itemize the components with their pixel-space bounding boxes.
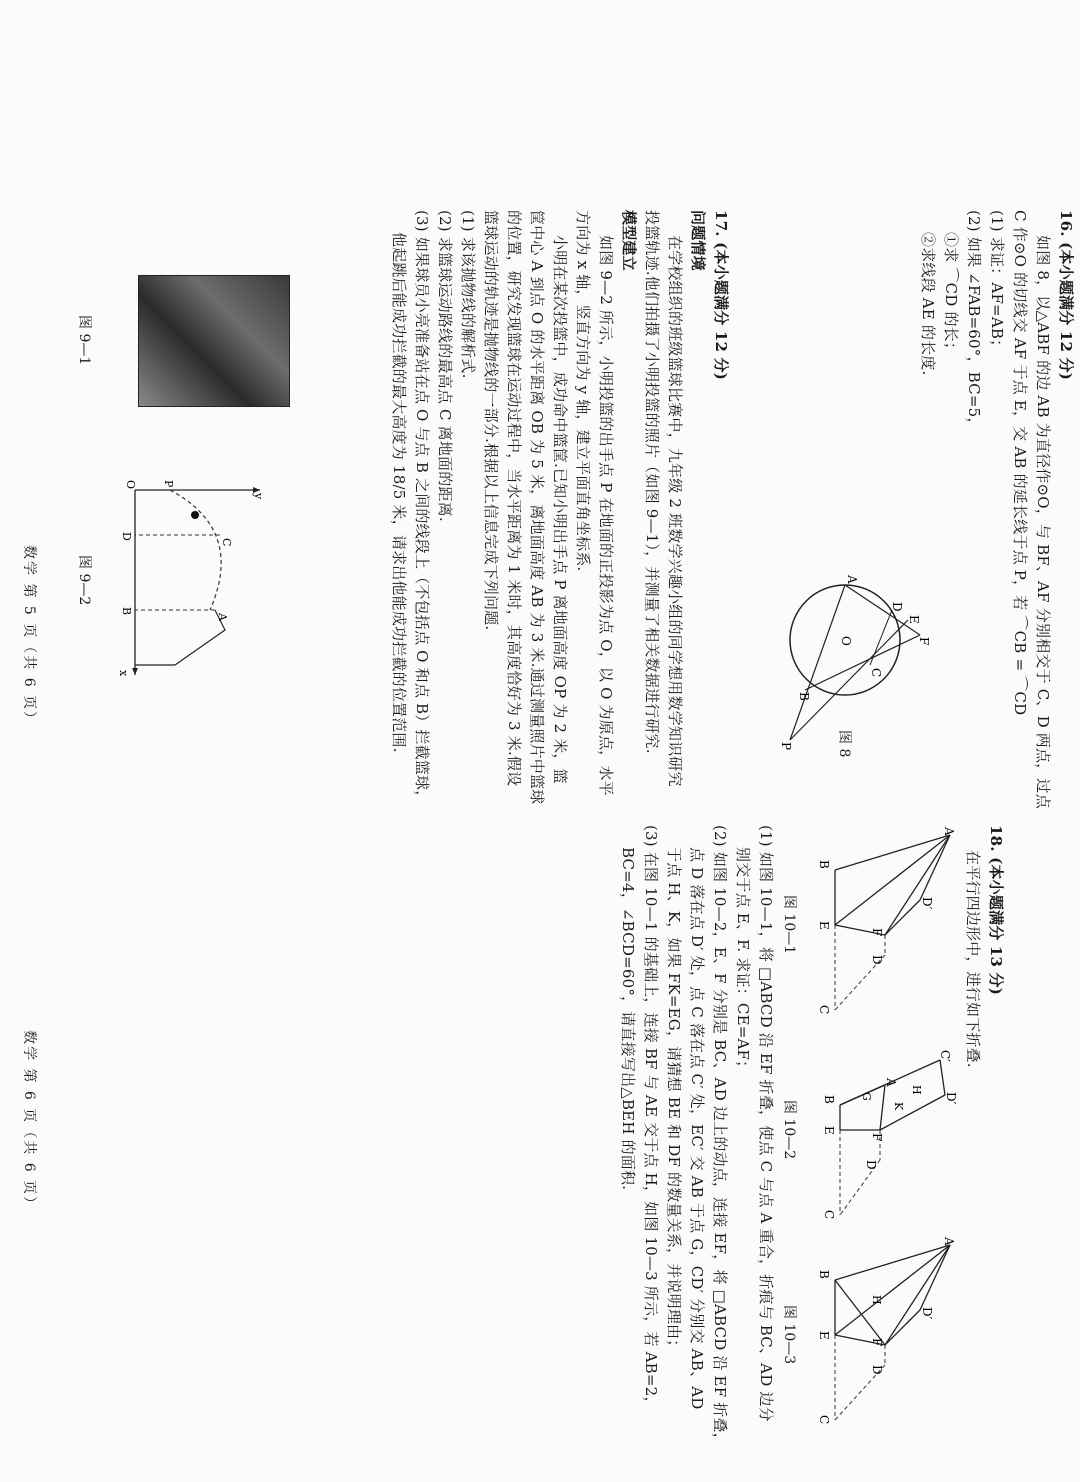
figure-8-diagram xyxy=(750,540,930,760)
figure-10-2-diagram xyxy=(810,1030,958,1220)
label-dprime-10-3: D′ xyxy=(920,1307,934,1320)
line-af xyxy=(845,585,920,635)
q18-part1-line2: 别交于点 E、F. 求证：CE=AF； xyxy=(734,847,752,1076)
figure-10-1-label: 图 10—1 xyxy=(781,895,797,955)
label-d-10-1: D xyxy=(870,955,884,965)
label-f-10-3: F xyxy=(870,1338,884,1347)
label-o: O xyxy=(839,636,853,646)
label-f: F xyxy=(917,637,931,646)
label-c: C xyxy=(869,668,883,678)
edge-ab xyxy=(835,835,950,870)
q17-p2-line2: 方向为 x 轴，竖直方向为 y 轴，建立平面直角坐标系. xyxy=(574,210,592,572)
edge-cprime-dprime xyxy=(940,1060,945,1095)
q17-p1-line1: 在学校组织的班级篮球比赛中，九年级 2 班数学兴趣小组的同学想用数学知识研究 xyxy=(666,235,684,787)
q17-p3-line2: 筐中心 A 到点 O 的水平距离 OB 为 5 米，离地面高度 AB 为 3 米.通过测量照片中篮球 xyxy=(528,210,546,805)
label-c-10-1: C xyxy=(817,1005,831,1015)
label-g-10-2: G xyxy=(860,1092,873,1101)
q18-part3-line2: BC=4，∠BCD=60°，请直接写出△BEH 的面积. xyxy=(619,847,637,1191)
q16-part2a: ①求 ⌒CD 的长； xyxy=(942,232,960,358)
label-x-axis: x xyxy=(117,670,130,677)
label-k-10-2: K xyxy=(892,1102,905,1111)
label-e-10-3: E xyxy=(817,1331,831,1340)
q18-part2-line1: (2) 如图 10—2，E、F 分别是 BC、AD 边上的动点，连接 EF，将 □ABCD 沿 EF 折叠， xyxy=(711,825,729,1448)
label-d: D xyxy=(890,602,904,612)
label-y-axis: y xyxy=(252,493,265,500)
figure-10-1-diagram xyxy=(810,825,955,1015)
line-fb xyxy=(805,635,920,690)
label-p-origin: P xyxy=(162,480,175,488)
figure-9-2-diagram xyxy=(115,480,265,680)
q18-part2-line2: 点 D 落在点 D′ 处，点 C 落在点 C′ 处，EC′ 交 AB 于点 G，CD′ 分别交 AB、AD xyxy=(688,847,706,1410)
label-cprime-10-2: C′ xyxy=(938,1050,952,1062)
edge-af xyxy=(885,835,950,935)
edge-dprime-f xyxy=(885,900,920,935)
edge-bf-3 xyxy=(835,1280,885,1345)
label-dprime-10-2: D′ xyxy=(944,1092,958,1105)
label-b: B xyxy=(797,692,811,701)
q17-p3-line4: 篮球运动的轨迹是抛物线的一部分.根据以上信息完成下列问题. xyxy=(482,210,500,631)
q18-part1-line1: (1) 如图 10—1，将 □ABCD 沿 EF 折叠，使点 C 与点 A 重合，折痕与 BC、AD 边分 xyxy=(757,825,775,1422)
label-a-10-3: A xyxy=(942,1237,956,1246)
q18-header: 18. (本小题满分 13 分) xyxy=(987,825,1005,996)
label-c-top: C xyxy=(220,538,233,547)
q17-part1: (1) 求该抛物线的解析式. xyxy=(459,210,477,379)
label-f-10-1: F xyxy=(870,928,884,937)
label-p: P xyxy=(779,742,793,751)
page-5-footer: 数学 第 5 页（共 6 页） xyxy=(21,545,37,728)
q17-section-problem: 问题情境 xyxy=(689,210,707,271)
label-a: A xyxy=(845,575,859,584)
q17-p3-line1: 小明在某次投篮中，成功命中篮筐.已知小明出手点 P 离地面高度 OP 为 2 米，篮 xyxy=(551,235,569,784)
q16-line1: 如图 8，以△ABF 的边 AB 为直径作⊙O，与 BF、AF 分别相交于 C、D 两点，过点 xyxy=(1034,235,1052,809)
label-b-foot: B xyxy=(120,607,133,616)
q16-part2: (2) 如果 ∠FAB=60°，BC=5， xyxy=(965,210,983,433)
label-h-10-3: H xyxy=(870,1295,883,1305)
label-d-10-2: D xyxy=(864,1160,878,1170)
edge-af-3 xyxy=(885,1245,950,1345)
parabola-trajectory xyxy=(170,490,221,610)
q17-p3-line3: 的位置，研究发现篮球在运动过程中，当水平距离为 1 米时，其高度恰好为 3 米.假设 xyxy=(505,210,523,787)
figure-10-3-diagram xyxy=(810,1235,955,1425)
q17-part2: (2) 求篮球运动路线的最高点 C 离地面的距离. xyxy=(436,210,454,522)
edge-dprime-f-2 xyxy=(880,1095,945,1130)
label-a-10-2: A xyxy=(884,1078,898,1087)
q17-part3-line2: 他起跳后能成功拦截的最大高度为 18/5 米，请求出他能成功拦截的位置范围. xyxy=(390,232,408,753)
q16-part1: (1) 求证：AF=AB； xyxy=(988,210,1006,355)
label-f-10-2: F xyxy=(870,1133,884,1142)
label-d-foot: D xyxy=(120,532,133,541)
q17-part3-line1: (3) 如果球员小亮准备站在点 O 与点 B 之间的线段上（不包括点 O 和点 B）拦截篮球， xyxy=(413,210,431,806)
label-dprime-10-1: D′ xyxy=(920,897,934,910)
x-axis-arrow xyxy=(132,668,138,675)
ball-point xyxy=(191,511,199,519)
line-ab-extended xyxy=(790,585,845,740)
label-c-10-3: C xyxy=(817,1415,831,1425)
label-b-10-2: B xyxy=(822,1095,836,1104)
label-o-origin: O xyxy=(124,480,137,490)
label-e: E xyxy=(907,615,921,624)
q17-section-model: 模型建立 xyxy=(620,210,638,271)
label-e-10-1: E xyxy=(817,921,831,930)
edge-ab-3 xyxy=(835,1245,950,1280)
q17-p2-line1: 如图 9—2 所示，小明投篮的出手点 P 在地面的正投影为点 O，以 O 为原点，水平 xyxy=(597,235,615,796)
label-b-10-1: B xyxy=(817,860,831,869)
figure-9-1-label: 图 9—1 xyxy=(76,315,92,366)
figure-8-label: 图 8 xyxy=(836,730,852,758)
page-5-column xyxy=(0,210,1080,809)
q16-line2: C 作⊙O 的切线交 AF 于点 E，交 AB 的延长线于点 P，若 ⌒CB = ⌒CD xyxy=(1011,210,1029,716)
q16-part2b: ②求线段 AE 的长度. xyxy=(919,232,937,376)
figure-9-2-label: 图 9—2 xyxy=(76,555,92,606)
label-d-10-3: D xyxy=(870,1365,884,1375)
edge-ae xyxy=(835,835,950,925)
edge-ad-prime xyxy=(920,835,950,900)
label-h-10-2: H xyxy=(910,1085,923,1095)
basketball-photo xyxy=(138,275,290,407)
edge-ad-prime-3 xyxy=(920,1245,950,1310)
edge-dprime-f-3 xyxy=(885,1310,920,1345)
edge-ae-3 xyxy=(835,1245,950,1335)
line-dc xyxy=(870,610,892,665)
hoop-stand xyxy=(135,610,225,665)
q17-p1-line2: 投篮轨迹.他们拍摄了小明投篮的照片（如图 9—1），并测量了相关数据进行研究. xyxy=(643,210,661,754)
q18-part3-line1: (3) 在图 10—1 的基础上，连接 BF 与 AE 交于点 H，如图 10—3 所示，若 AB=2， xyxy=(642,825,660,1412)
edge-af-2 xyxy=(880,1085,885,1130)
q18-intro: 在平行四边形中，进行如下折叠. xyxy=(964,850,982,1068)
q18-part2-line3: 于点 H、K，如果 FK=EG，请猜想 BE 和 DF 的数量关系，并说明理由； xyxy=(665,847,683,1355)
figure-10-2-label: 图 10—2 xyxy=(781,1100,797,1160)
q17-header: 17. (本小题满分 12 分) xyxy=(712,210,730,381)
page-6-column xyxy=(0,825,1080,1448)
label-e-10-2: E xyxy=(822,1126,836,1135)
label-c-10-2: C xyxy=(822,1210,836,1220)
label-a-hoop: A xyxy=(216,613,229,621)
label-a-10-1: A xyxy=(942,827,956,836)
page-6-footer: 数学 第 6 页（共 6 页） xyxy=(21,1030,37,1213)
figure-10-3-label: 图 10—3 xyxy=(781,1305,797,1365)
label-b-10-3: B xyxy=(817,1270,831,1279)
q16-header: 16. (本小题满分 12 分) xyxy=(1057,210,1075,381)
